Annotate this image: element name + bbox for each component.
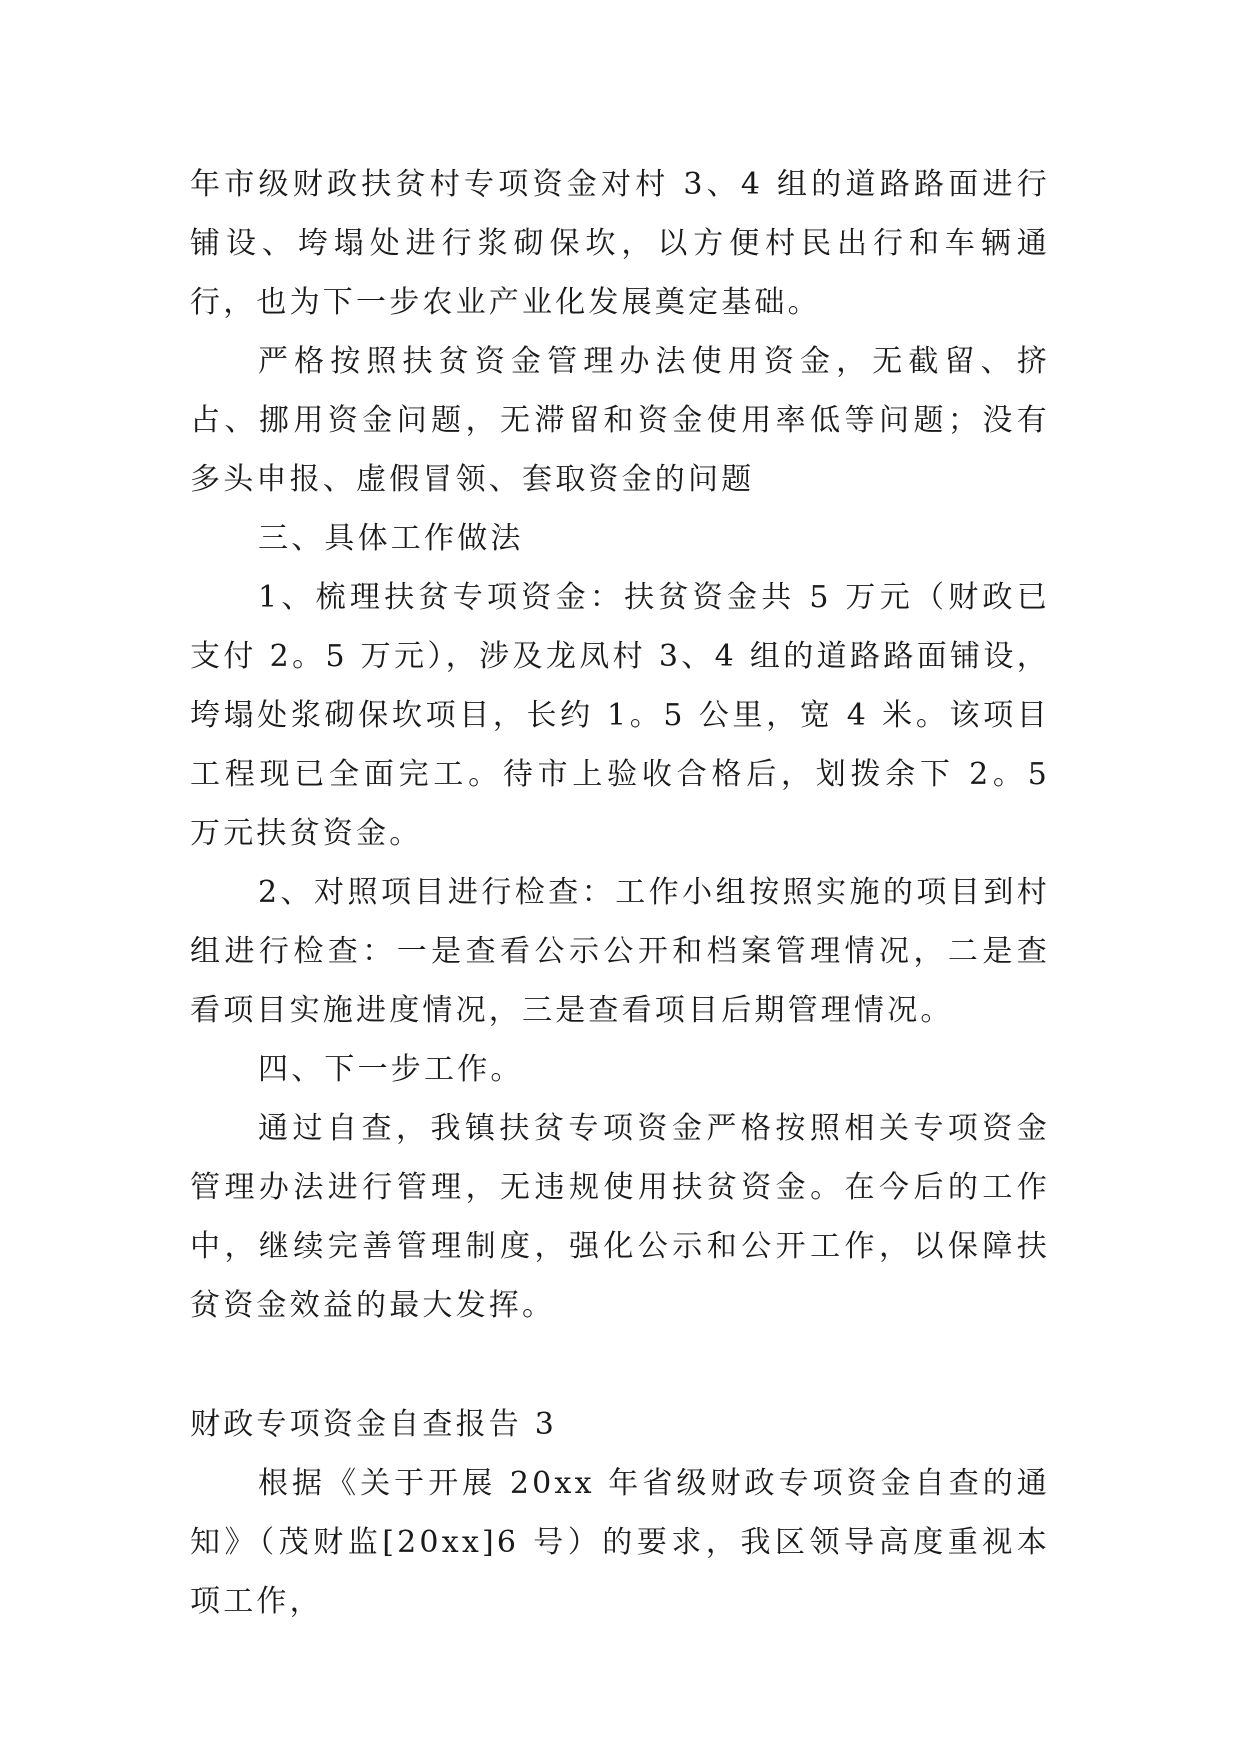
section-spacer (190, 1335, 1050, 1395)
paragraph-road-paving: 年市级财政扶贫村专项资金对村 3、4 组的道路路面进行铺设、垮塌处进行浆砌保坎，以方便村民出行和车辆通行，也为下一步农业产业化发展奠定基础。 (190, 167, 1050, 320)
heading-specific-methods: 三、具体工作做法 (258, 521, 524, 556)
paragraph-report-3-intro: 根据《关于开展 20xx 年省级财政专项资金自查的通知》（茂财监[20xx]6 号）的要求，我区领导高度重视本项工作， (190, 1466, 1050, 1619)
paragraph-self-check-conclusion: 通过自查，我镇扶贫专项资金严格按照相关专项资金管理办法进行管理，无违规使用扶贫资金。在今后的工作中，继续完善管理制度，强化公示和公开工作，以保障扶贫资金效益的最大发挥。 (190, 1111, 1050, 1323)
paragraph-fund-compliance: 严格按照扶贫资金管理办法使用资金，无截留、挤占、挪用资金问题，无滞留和资金使用率低等问题；没有多头申报、虚假冒领、套取资金的问题 (190, 344, 1050, 497)
paragraph-sort-out-funds: 1、梳理扶贫专项资金：扶贫资金共 5 万元（财政已支付 2。5 万元），涉及龙凤村 3、4 组的道路路面铺设，垮塌处浆砌保坎项目，长约 1。5 公里，宽 4 米。该项目工程现已全面完工。待市上验收合格后，划拨余下 2。5 万元扶贫资金。 (190, 580, 1050, 851)
report-3-title: 财政专项资金自查报告 3 (190, 1407, 558, 1442)
document-body (190, 155, 1050, 1631)
paragraph-project-inspection: 2、对照项目进行检查：工作小组按照实施的项目到村组进行检查：一是查看公示公开和档案管理情况，二是查看项目实施进度情况，三是查看项目后期管理情况。 (190, 875, 1050, 1028)
heading-next-steps: 四、下一步工作。 (258, 1052, 524, 1087)
